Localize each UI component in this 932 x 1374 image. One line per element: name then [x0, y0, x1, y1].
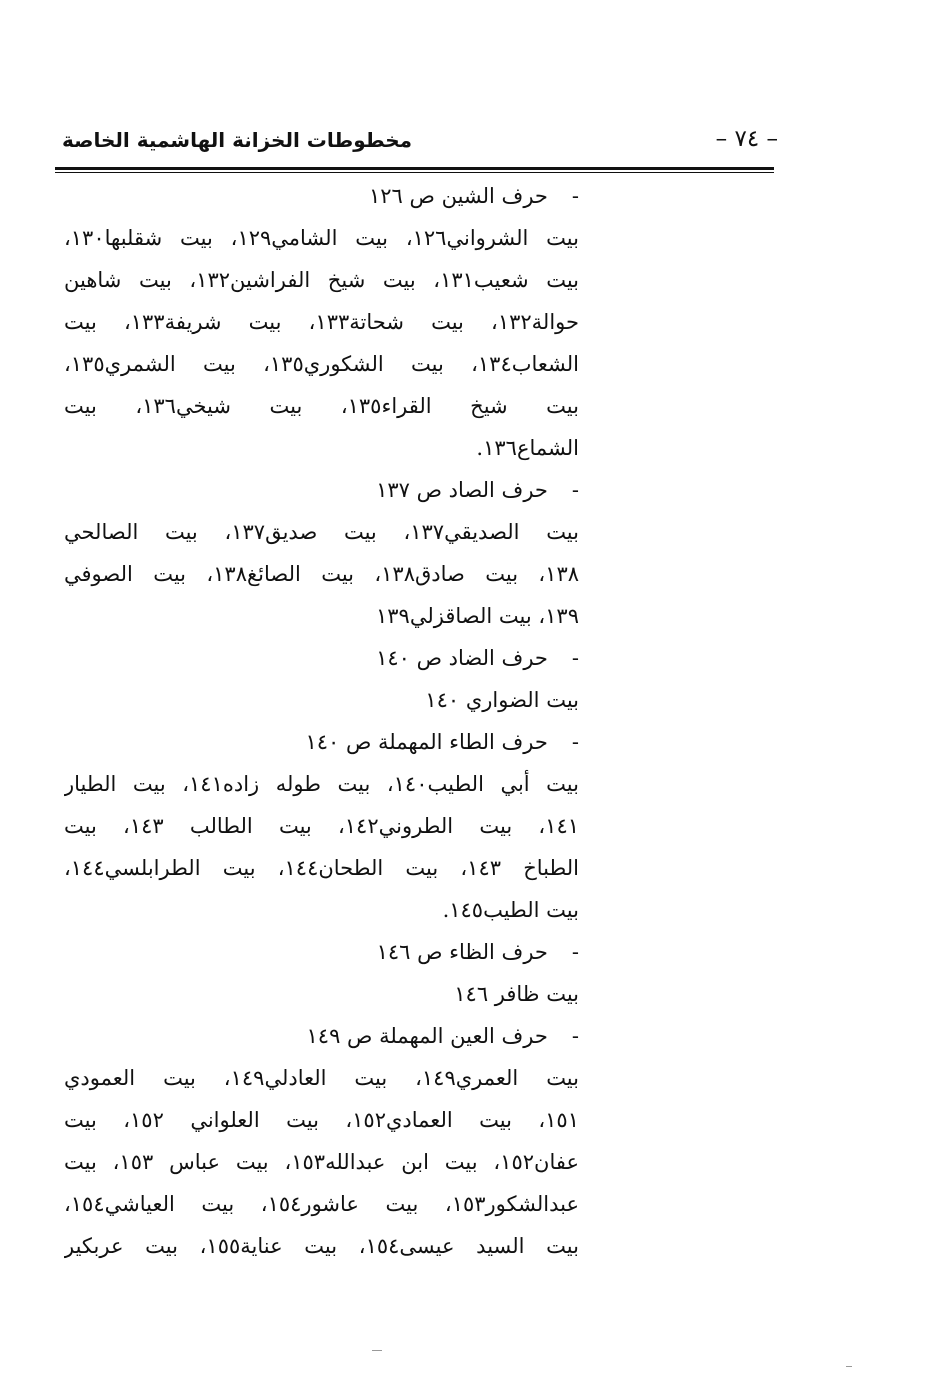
section-heading — [64, 469, 579, 511]
heading-dash: - — [571, 730, 579, 754]
scan-mark — [372, 1350, 382, 1351]
text-line: عفان١٥٢، بيت ابن عبدالله١٥٣، بيت عباس ١٥٣، بيت — [64, 1150, 579, 1174]
heading-text: حرف الشين ص ١٢٦ — [369, 184, 548, 208]
text-line: بيت شيخ القراء١٣٥، بيت شيخي١٣٦، بيت — [64, 394, 579, 418]
heading-dash: - — [571, 646, 579, 670]
heading-text: حرف الظاء ص ١٤٦ — [376, 940, 548, 964]
text-line: ١٤١، بيت الطروني١٤٢، بيت الطالب ١٤٣، بيت — [64, 814, 579, 838]
text-line: الشماع١٣٦. — [476, 436, 579, 460]
text-line: بيت شعيب١٣١، بيت شيخ الفراشين١٣٢، بيت شاهين — [64, 268, 579, 292]
text-line: بيت الشرواني١٢٦، بيت الشامي١٢٩، بيت شقلبها١٣٠، — [64, 226, 579, 250]
heading-text: حرف العين المهملة ص ١٤٩ — [306, 1024, 548, 1048]
text-line: حوالة١٣٢، بيت شحاتة١٣٣، بيت شريفة١٣٣، بيت — [64, 310, 579, 334]
text-line: بيت السيد عيسى١٥٤، بيت عناية١٥٥، بيت عربكير — [64, 1234, 579, 1258]
heading-text: حرف الطاء المهملة ص ١٤٠ — [305, 730, 548, 754]
text-line: الشعاب١٣٤، بيت الشكوري١٣٥، بيت الشمري١٣٥، — [64, 352, 579, 376]
running-title: مخطوطات الخزانة الهاشمية الخاصة — [62, 128, 413, 152]
text-line: بيت الضواري ١٤٠ — [425, 688, 579, 712]
text-line: بيت الصديقي١٣٧، بيت صديق١٣٧، بيت الصالحي — [64, 520, 579, 544]
section-heading — [64, 1015, 579, 1057]
section-heading — [64, 931, 579, 973]
text-line: بيت العمري١٤٩، بيت العادلي١٤٩، بيت العمودي — [64, 1066, 579, 1090]
page-number: – ٧٤ – — [715, 126, 778, 152]
header-rule-thick — [55, 167, 774, 170]
heading-dash: - — [571, 478, 579, 502]
section-heading — [64, 721, 579, 763]
header-rule-thin — [55, 172, 774, 173]
section-heading — [64, 637, 579, 679]
text-line: عبدالشكور١٥٣، بيت عاشور١٥٤، بيت العياشي١٥٤، — [64, 1192, 579, 1216]
text-line: بيت أبي الطيب١٤٠، بيت طوله زاده١٤١، بيت الطيار — [64, 772, 579, 796]
heading-text: حرف الضاد ص ١٤٠ — [376, 646, 548, 670]
text-line: الطباخ ١٤٣، بيت الطحان١٤٤، بيت الطرابلسي١٤٤، — [64, 856, 579, 880]
text-line: بيت الطيب١٤٥. — [442, 898, 579, 922]
text-line: بيت ظافر ١٤٦ — [454, 982, 579, 1006]
heading-dash: - — [571, 940, 579, 964]
scan-mark-corner — [846, 1366, 852, 1367]
heading-text: حرف الصاد ص ١٣٧ — [376, 478, 548, 502]
text-line: ١٣٨، بيت صادق١٣٨، بيت الصائغ١٣٨، بيت الصوفي — [64, 562, 579, 586]
heading-dash: - — [571, 1024, 579, 1048]
heading-dash: - — [571, 184, 579, 208]
page-header — [62, 122, 778, 166]
body-text — [64, 175, 579, 1267]
section-heading — [64, 175, 579, 217]
text-line: ١٥١، بيت العمادي١٥٢، بيت العلواني ١٥٢، بيت — [64, 1108, 579, 1132]
text-line: ١٣٩، بيت الصاقزلي١٣٩ — [376, 604, 579, 628]
